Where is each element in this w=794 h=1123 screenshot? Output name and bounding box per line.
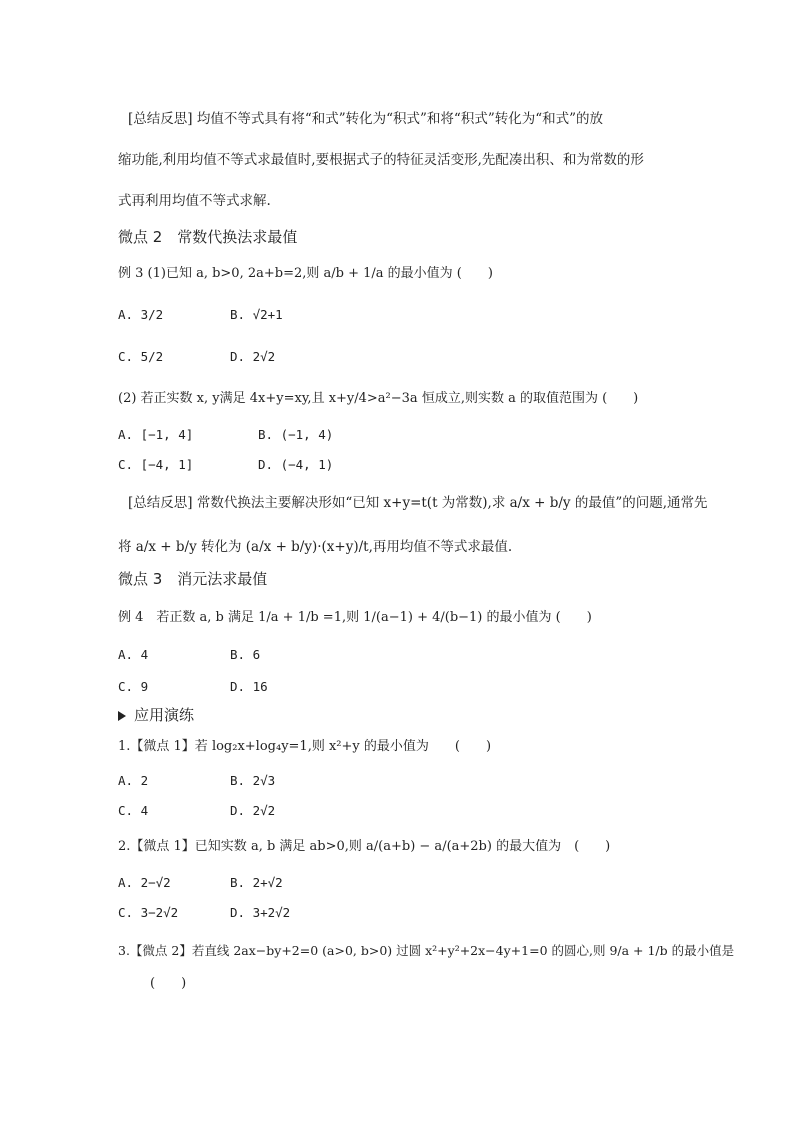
ex4-option-a: A. 4 xyxy=(118,647,149,662)
practice-heading xyxy=(118,706,194,724)
summary2-line1: [总结反思] 常数代换法主要解决形如“已知 x+y=t(t 为常数),求 a/x + b/y 的最值”的问题,通常先 xyxy=(128,495,708,511)
ex3-option-c: C. 5/2 xyxy=(118,349,164,364)
p2-option-d: D. 3+2√2 xyxy=(230,905,291,920)
ex4-option-c: C. 9 xyxy=(118,679,149,694)
section-title-point3: 微点 3 消元法求最值 xyxy=(118,570,268,588)
ex4-option-b: B. 6 xyxy=(230,647,261,662)
summary2-line2: 将 a/x + b/y 转化为 (a/x + b/y)·(x+y)/t,再用均值不等式求最值. xyxy=(118,539,513,555)
ex3-option-b: B. √2+1 xyxy=(230,307,283,322)
p2-option-a: A. 2−√2 xyxy=(118,875,171,890)
ex3-2-option-b: B. (−1, 4) xyxy=(258,427,334,442)
summary1-line2: 缩功能,利用均值不等式求最值时,要根据式子的特征灵活变形,先配凑出积、和为常数的形 xyxy=(118,152,644,168)
practice3-answer-paren: ( ) xyxy=(150,976,187,991)
ex4-option-d: D. 16 xyxy=(230,679,268,694)
practice-title: 应用演练 xyxy=(134,706,195,724)
practice2-question: 2.【微点 1】已知实数 a, b 满足 ab>0,则 a/(a+b) − a/(a+2b) 的最大值为 ( ) xyxy=(118,839,611,854)
example3-question2: (2) 若正实数 x, y满足 4x+y=xy,且 x+y/4>a²−3a 恒成立,则实数 a 的取值范围为 ( ) xyxy=(118,391,639,406)
example4-question: 例 4 若正数 a, b 满足 1/a + 1/b =1,则 1/(a−1) + 4/(b−1) 的最小值为 ( ) xyxy=(118,610,592,625)
p1-option-b: B. 2√3 xyxy=(230,773,276,788)
ex3-option-d: D. 2√2 xyxy=(230,349,276,364)
p2-option-b: B. 2+√2 xyxy=(230,875,283,890)
practice3-question: 3.【微点 2】若直线 2ax−by+2=0 (a>0, b>0) 过圆 x²+y²+2x−4y+1=0 的圆心,则 9/a + 1/b 的最小值是 xyxy=(118,943,735,958)
p1-option-d: D. 2√2 xyxy=(230,803,276,818)
ex3-2-option-c: C. [−4, 1] xyxy=(118,457,194,472)
ex3-option-a: A. 3/2 xyxy=(118,307,164,322)
p1-option-c: C. 4 xyxy=(118,803,149,818)
ex3-2-option-a: A. [−1, 4] xyxy=(118,427,194,442)
triangle-bullet-icon xyxy=(118,711,126,721)
p1-option-a: A. 2 xyxy=(118,773,149,788)
section-title-point2: 微点 2 常数代换法求最值 xyxy=(118,228,298,246)
practice1-question: 1.【微点 1】若 log₂x+log₄y=1,则 x²+y 的最小值为 ( ) xyxy=(118,739,492,754)
p2-option-c: C. 3−2√2 xyxy=(118,905,179,920)
summary1-line3: 式再利用均值不等式求解. xyxy=(118,193,271,209)
example3-question1: 例 3 (1)已知 a, b>0, 2a+b=2,则 a/b + 1/a 的最小值为 ( ) xyxy=(118,266,493,281)
ex3-2-option-d: D. (−4, 1) xyxy=(258,457,334,472)
summary1-line1: [总结反思] 均值不等式具有将“和式”转化为“积式”和将“积式”转化为“和式”的放 xyxy=(128,111,604,127)
